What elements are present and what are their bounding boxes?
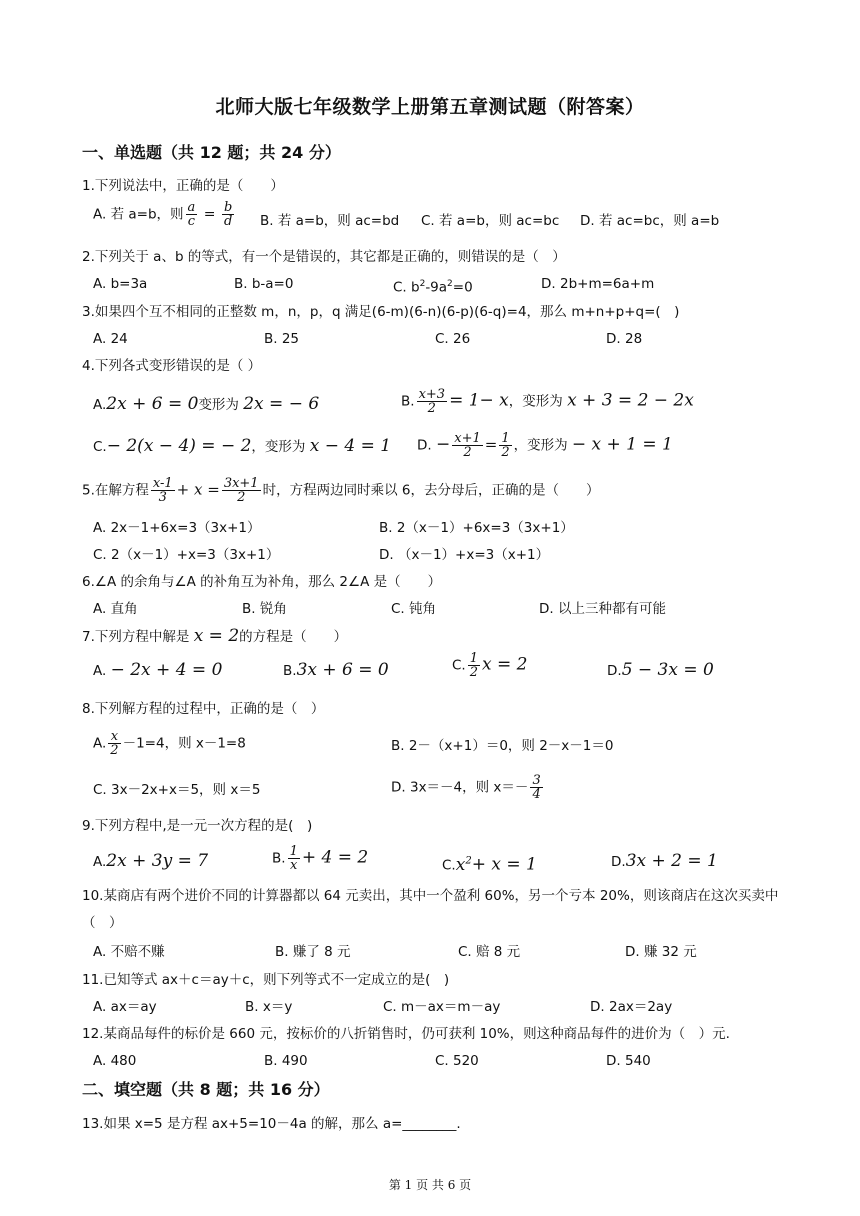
fraction-b-over-d: $\frac{b}{d}$ xyxy=(223,200,233,229)
question-3-stem: 3.如果四个互不相同的正整数 m，n，p，q 满足(6-m)(6-n)(6-p)(6-q)=4，那么 m+n+p+q=( ) xyxy=(82,304,680,320)
option-b: B. b-a=0 xyxy=(234,276,294,292)
option-b: B. 2（x－1）+6x=3（3x+1） xyxy=(379,520,574,536)
fraction-x-over-2: $\frac{x}{2}$ xyxy=(110,729,119,758)
option-d: D. 540 xyxy=(606,1053,651,1069)
option-a: A. 若 a=b，则 $\frac{a}{c}$ = $\frac{b}{d}$ xyxy=(93,200,233,229)
question-9-stem: 9.下列方程中,是一元一次方程的是( ) xyxy=(82,818,313,834)
question-5-options-cd xyxy=(0,545,860,575)
option-c: C. m－ax＝m－ay xyxy=(383,999,501,1015)
option-d: D. 赚 32 元 xyxy=(625,944,697,960)
option-b: B.3x + 6 = 0 xyxy=(283,660,389,680)
option-c: C. 钝角 xyxy=(391,601,437,617)
option-b: B. 2－（x+1）＝0，则 2－x－1＝0 xyxy=(391,738,614,754)
page-footer: 第 1 页 共 6 页 xyxy=(388,1178,472,1192)
option-c: C. $b^2-9a^2=0$ xyxy=(393,279,473,296)
question-13-stem: 13.如果 x=5 是方程 ax+5=10－4a 的解，那么 a=________. xyxy=(82,1116,461,1132)
option-d: D. 3x＝－4，则 x＝－ $\frac{3}{4}$ xyxy=(391,773,541,802)
question-10-options xyxy=(0,942,860,972)
option-c: C. 赔 8 元 xyxy=(458,944,521,960)
option-d: D. 以上三种都有可能 xyxy=(539,601,666,617)
option-b: B. $\frac{1}{x}$ + 4 = 2 xyxy=(272,844,369,873)
option-d: D.5 − 3x = 0 xyxy=(607,660,714,680)
option-a: A. 24 xyxy=(93,331,128,347)
option-a: A. 不赔不赚 xyxy=(93,944,165,960)
option-d: D.3x + 2 = 1 xyxy=(611,851,718,871)
question-1-stem: 1.下列说法中，正确的是（ ） xyxy=(82,178,284,194)
option-b: B. 490 xyxy=(264,1053,308,1069)
option-c: C. 26 xyxy=(435,331,471,347)
question-8-stem: 8.下列解方程的过程中，正确的是（ ） xyxy=(82,701,325,717)
option-b: B. 锐角 xyxy=(242,601,287,617)
fraction-x-plus-1-over-2: $\frac{x+1}{2}$ xyxy=(454,431,481,460)
question-7-stem: 7.下列方程中解是 x = 2的方程是（ ） xyxy=(82,626,348,646)
option-b: B. x＝y xyxy=(245,999,293,1015)
fraction-1-over-2: $\frac{1}{2}$ xyxy=(469,651,478,680)
option-a: A.2x + 3y = 7 xyxy=(93,851,209,871)
option-d: D. 2b+m=6a+m xyxy=(541,276,655,292)
question-4-options-cd xyxy=(0,432,860,466)
question-4-stem: 4.下列各式变形错误的是（ ） xyxy=(82,358,262,374)
fraction-3-over-4: $\frac{3}{4}$ xyxy=(532,773,541,802)
option-d: D. 2ax＝2ay xyxy=(590,999,673,1015)
option-d: D. 若 ac=bc，则 a=b xyxy=(580,213,720,229)
fraction-1-over-x: $\frac{1}{x}$ xyxy=(289,844,298,873)
option-a: A. 480 xyxy=(93,1053,137,1069)
option-c: C. 2（x－1）+x=3（3x+1） xyxy=(93,547,280,563)
fraction-1-over-2: $\frac{1}{2}$ xyxy=(501,431,510,460)
option-a: A. $\frac{x}{2}$ －1=4，则 x－1=8 xyxy=(93,729,246,758)
question-11-stem: 11.已知等式 ax＋c＝ay＋c，则下列等式不一定成立的是( ) xyxy=(82,972,450,988)
option-a: A. 直角 xyxy=(93,601,138,617)
question-10-stem: 10.某商店有两个进价不同的计算器都以 64 元卖出，其中一个盈利 60%，另一个亏本 20%，则该商店在这次买卖中（ ） xyxy=(82,888,779,931)
question-4-options-ab xyxy=(0,388,860,422)
question-3-options xyxy=(0,329,860,359)
option-c: C. $\frac{1}{2}$ x = 2 xyxy=(452,651,528,680)
question-1-options xyxy=(0,200,860,235)
question-5-stem: 5.在解方程 $\frac{x-1}{3}$ + x = $\frac{3x+1}{2}$ 时，方程两边同时乘以 6，去分母后，正确的是（ ） xyxy=(82,476,600,505)
question-2-options xyxy=(0,274,860,304)
fraction-x-minus-1-over-3: $\frac{x-1}{3}$ xyxy=(152,476,173,505)
option-d: D. − $\frac{x+1}{2}$ = $\frac{1}{2}$ ，变形为 − x + 1 = 1 xyxy=(417,431,673,460)
question-11-options xyxy=(0,997,860,1027)
question-5-options-ab xyxy=(0,518,860,548)
option-d: D. 28 xyxy=(606,331,643,347)
section-heading-fill-in: 二、填空题（共 8 题；共 16 分） xyxy=(82,1080,330,1099)
option-a: A. ax＝ay xyxy=(93,999,157,1015)
fraction-x-plus-3-over-2: $\frac{x+3}{2}$ xyxy=(418,387,446,416)
option-a: A. − 2x + 4 = 0 xyxy=(93,660,223,680)
question-9-options xyxy=(0,844,860,882)
option-b: B. 赚了 8 元 xyxy=(275,944,351,960)
question-8-options-cd xyxy=(0,772,860,808)
question-7-options xyxy=(0,651,860,690)
option-b: B. 25 xyxy=(264,331,300,347)
question-6-options xyxy=(0,599,860,629)
question-12-stem: 12.某商品每件的标价是 660 元，按标价的八折销售时，仍可获利 10%，则这种商品每件的进价为（ ）元. xyxy=(82,1026,730,1042)
section-heading-single-choice: 一、单选题（共 12 题；共 24 分） xyxy=(82,143,341,162)
option-a: A.2x + 6 = 0变形为 2x = − 6 xyxy=(93,394,320,414)
option-d: D. （x－1）+x=3（x+1） xyxy=(379,547,550,563)
question-2-stem: 2.下列关于 a、b 的等式，有一个是错误的，其它都是正确的，则错误的是（ ） xyxy=(82,249,566,265)
fraction-3x-plus-1-over-2: $\frac{3x+1}{2}$ xyxy=(223,476,259,505)
option-a: A. b=3a xyxy=(93,276,148,292)
option-c: $C.x^2+ x = 1$ xyxy=(442,854,537,875)
option-c: C. 3x－2x+x＝5，则 x＝5 xyxy=(93,782,261,798)
question-6-stem: 6.∠A 的余角与∠A 的补角互为补角，那么 2∠A 是（ ） xyxy=(82,574,442,590)
option-a: A. 2x－1+6x=3（3x+1） xyxy=(93,520,261,536)
question-8-options-ab xyxy=(0,728,860,762)
option-b: B. $\frac{x+3}{2}$ = 1− x，变形为 x + 3 = 2 − 2x xyxy=(401,387,694,416)
option-c: C.− 2(x − 4) = − 2，变形为 x − 4 = 1 xyxy=(93,436,392,456)
option-b: B. 若 a=b，则 ac=bd xyxy=(260,213,400,229)
option-c: C. 若 a=b，则 ac=bc xyxy=(421,213,560,229)
page-title: 北师大版七年级数学上册第五章测试题（附答案） xyxy=(215,96,645,118)
option-c: C. 520 xyxy=(435,1053,479,1069)
fraction-a-over-c: $\frac{a}{c}$ xyxy=(187,200,196,229)
